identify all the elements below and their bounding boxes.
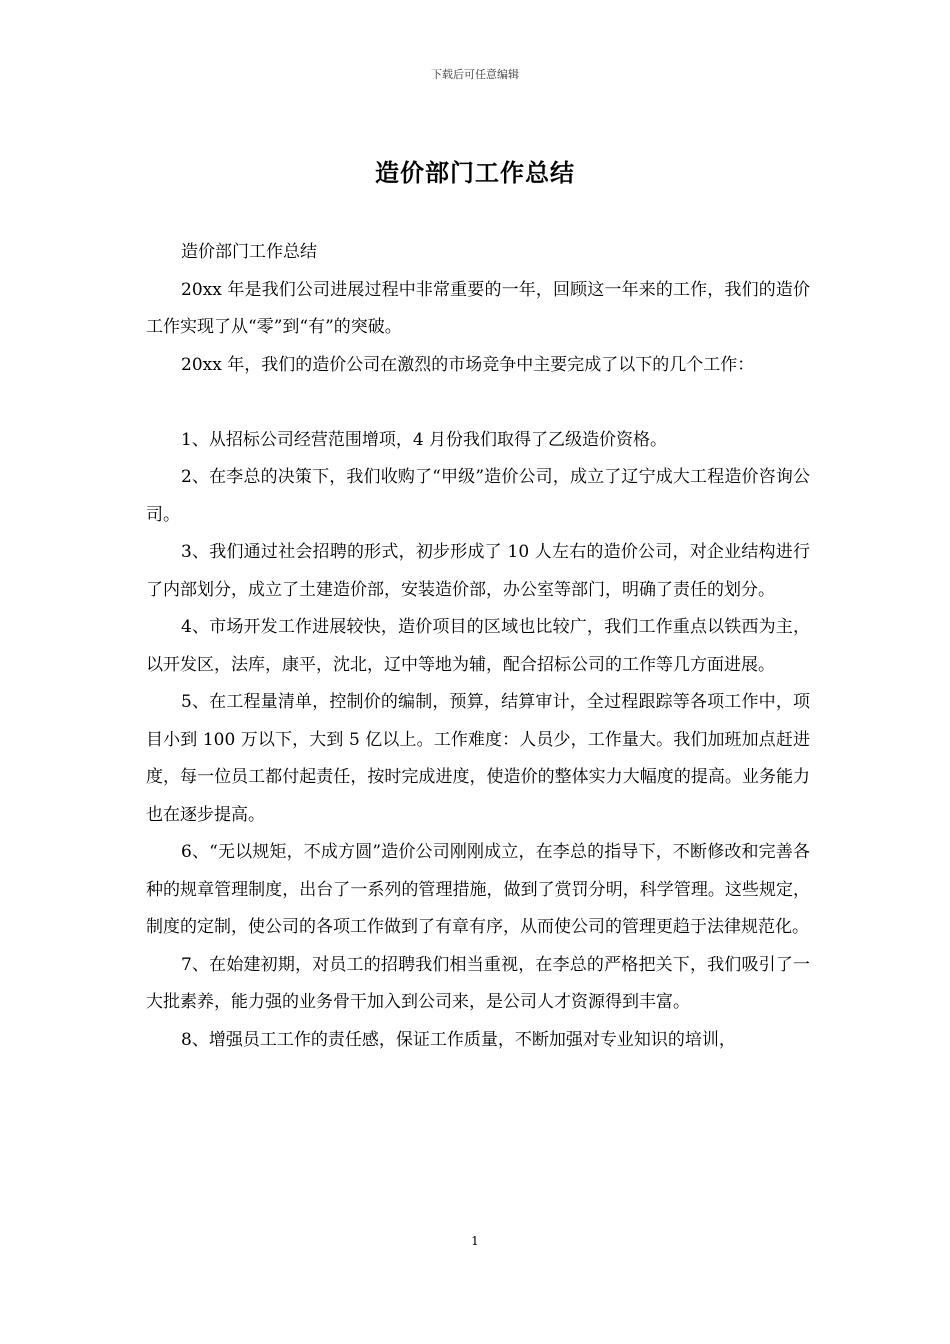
paragraph-item-8: 8、增强员工工作的责任感，保证工作质量，不断加强对专业知识的培训，	[181, 1029, 736, 1050]
paragraph-lead: 20xx 年，我们的造价公司在激烈的市场竞争中主要完成了以下的几个工作：	[181, 354, 755, 375]
document-body	[146, 234, 810, 1059]
paragraph-blank	[146, 384, 810, 422]
paragraph-item-2: 2、在李总的决策下，我们收购了“甲级”造价公司，成立了辽宁成大工程造价咨询公司。	[146, 467, 810, 525]
header-note: 下载后可任意编辑	[431, 68, 519, 81]
paragraph-item-6: 6、“无以规矩，不成方圆”造价公司刚刚成立，在李总的指导下，不断修改和完善各种的规章管理制度，出台了一系列的管理措施，做到了赏罚分明，科学管理。这些规定，制度的定制，使公司的各项工作做到了有章有序，从而使公司的管理更趋于法律规范化。	[146, 842, 810, 937]
paragraph-intro: 20xx 年是我们公司进展过程中非常重要的一年，回顾这一年来的工作，我们的造价工作实现了从“零”到“有”的突破。	[146, 279, 810, 337]
paragraph-item-3: 3、我们通过社会招聘的形式，初步形成了 10 人左右的造价公司，对企业结构进行了内部划分，成立了土建造价部，安装造价部，办公室等部门，明确了责任的划分。	[146, 542, 810, 600]
paragraph-item-4: 4、市场开发工作进展较快，造价项目的区域也比较广，我们工作重点以铁西为主，以开发区，法库，康平，沈北，辽中等地为辅，配合招标公司的工作等几方面进展。	[146, 617, 810, 675]
paragraph-item-5: 5、在工程量清单，控制价的编制，预算，结算审计，全过程跟踪等各项工作中，项目小到 100 万以下，大到 5 亿以上。工作难度：人员少，工作量大。我们加班加点赶进度，每一位员工都付起责任，按时完成进度，使造价的整体实力大幅度的提高。业务能力也在逐步提高。	[146, 692, 810, 825]
document-title: 造价部门工作总结	[375, 158, 575, 187]
page-number: 1	[471, 1234, 479, 1248]
paragraph-item-7: 7、在始建初期，对员工的招聘我们相当重视，在李总的严格把关下，我们吸引了一大批素养，能力强的业务骨干加入到公司来，是公司人才资源得到丰富。	[146, 954, 810, 1012]
paragraph-subtitle: 造价部门工作总结	[181, 242, 317, 262]
paragraph-item-1: 1、从招标公司经营范围增项，4 月份我们取得了乙级造价资格。	[181, 429, 668, 450]
